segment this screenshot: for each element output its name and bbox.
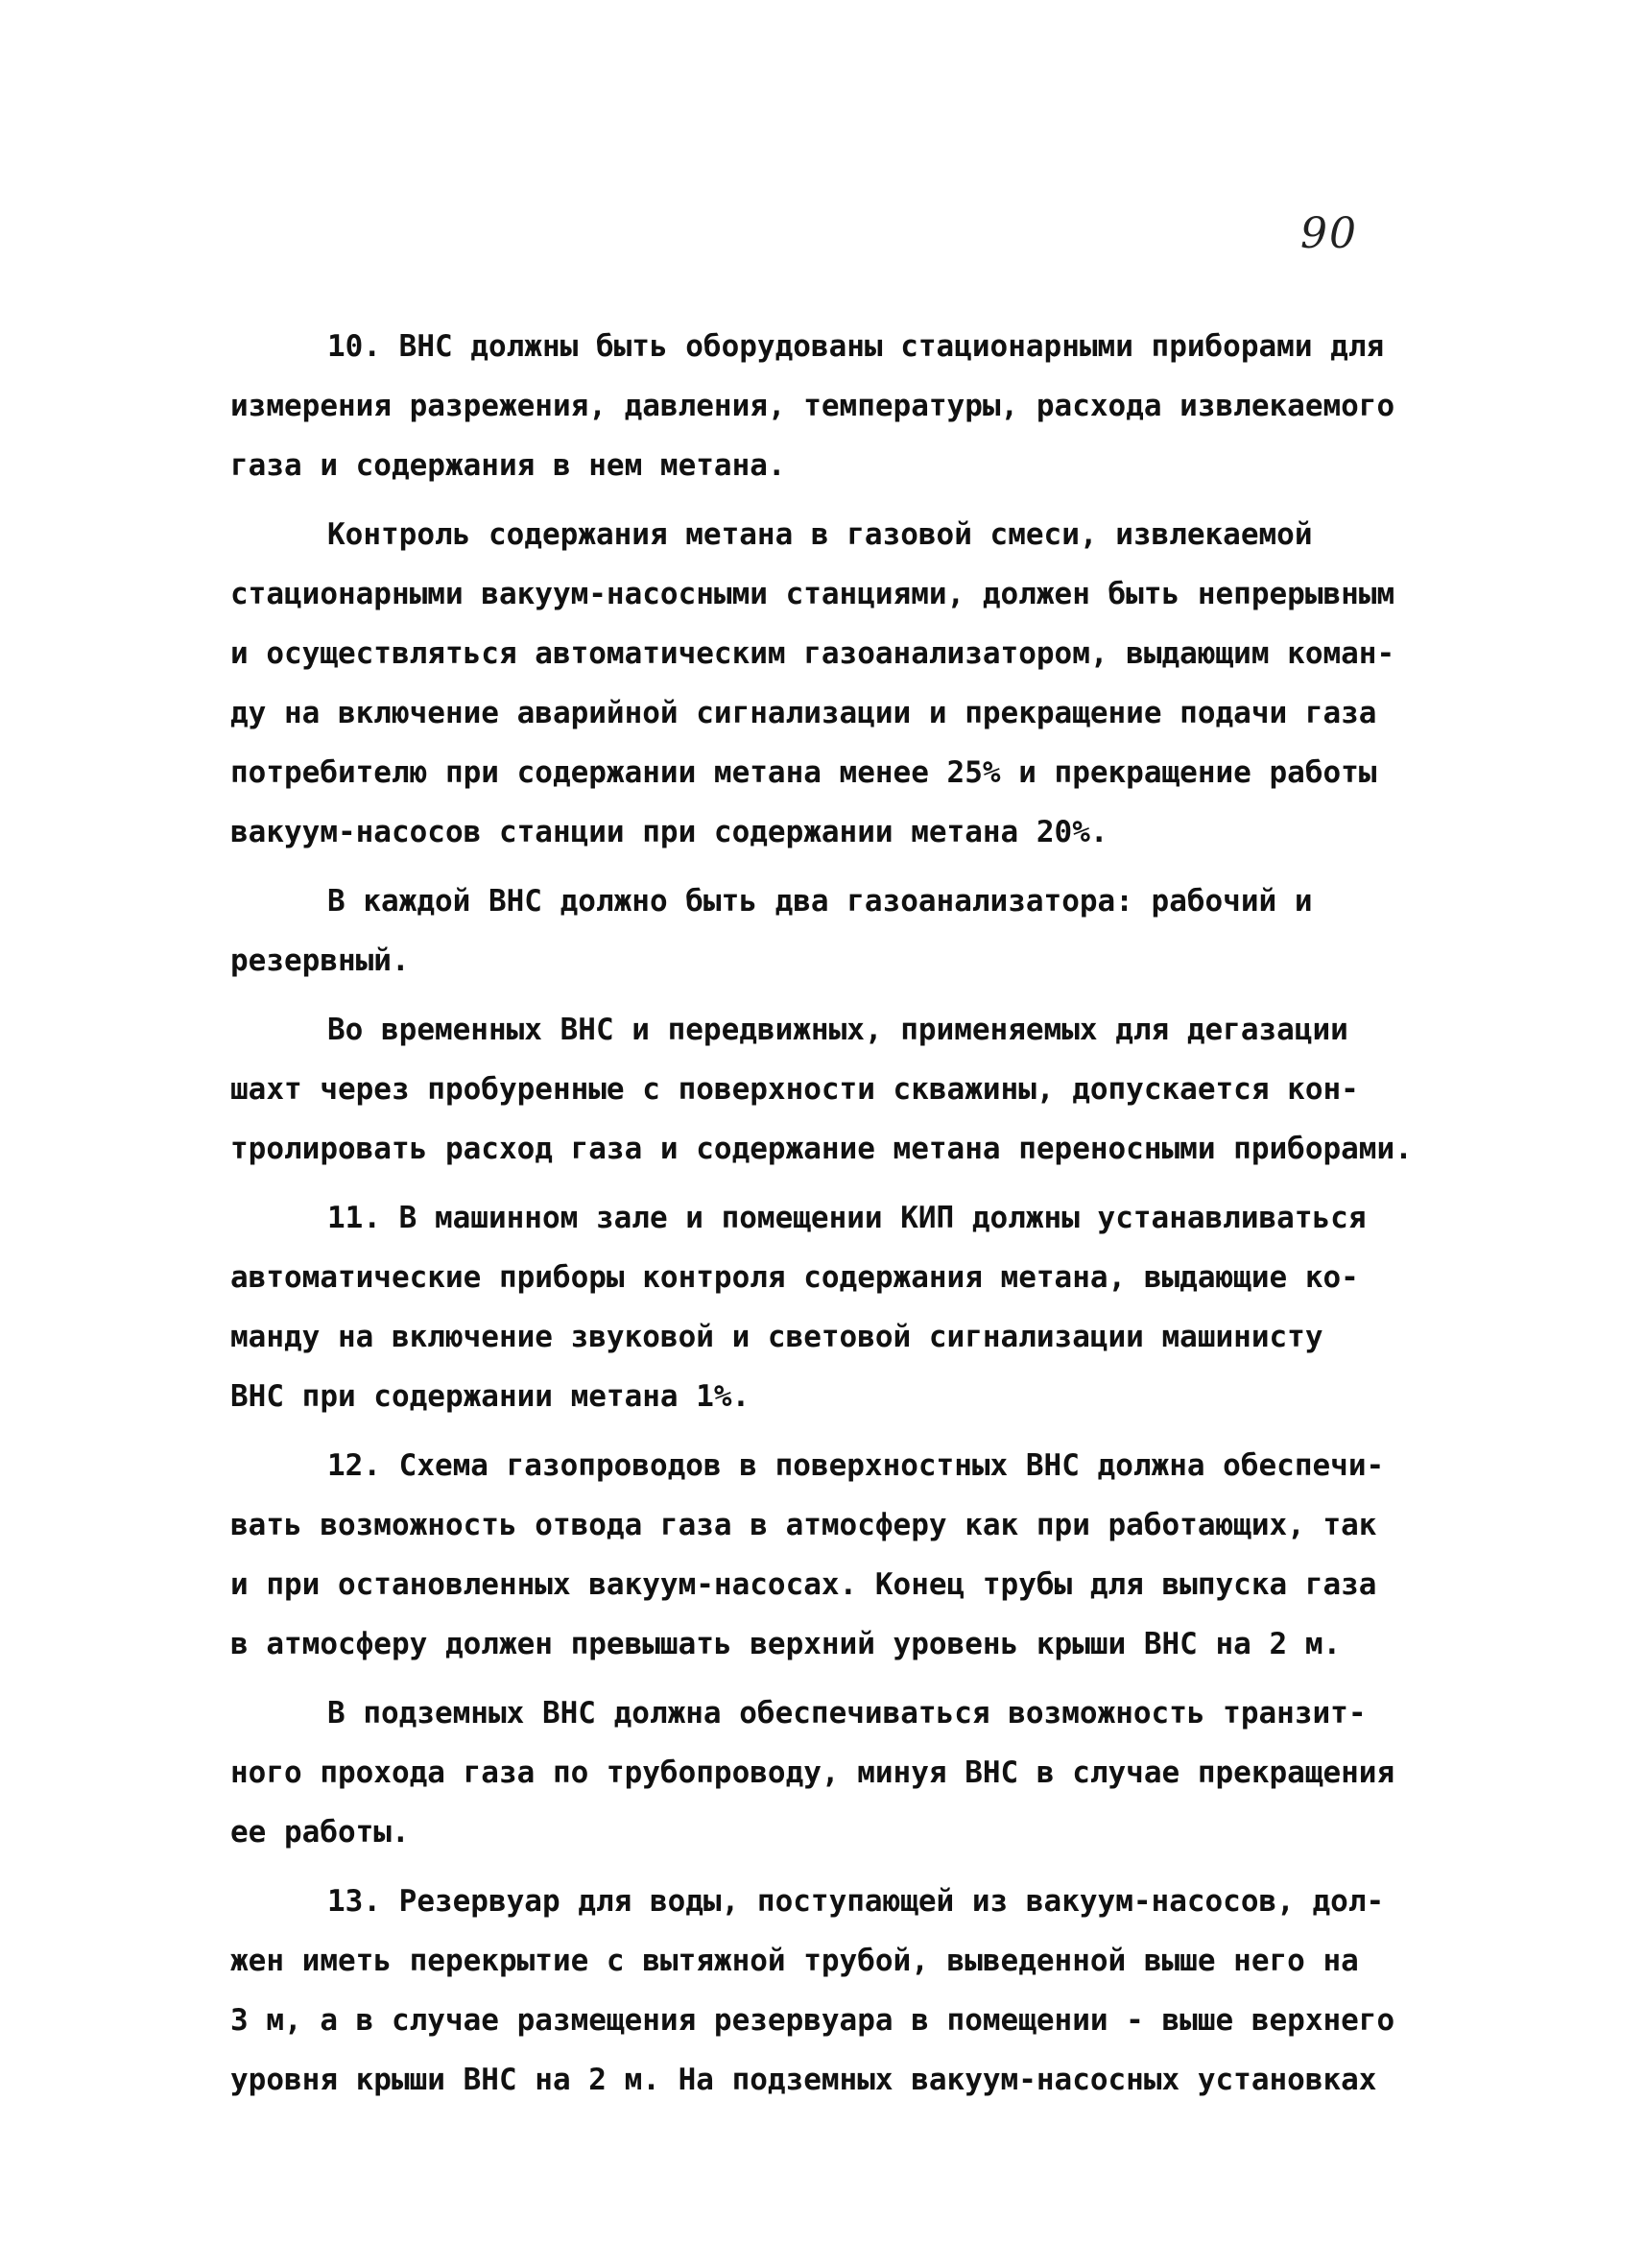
text-line: 10. ВНС должны быть оборудованы стационарными приборами для: [327, 329, 1385, 364]
text-line: 3 м, а в случае размещения резервуара в помещении - выше верхнего: [230, 2003, 1395, 2038]
text-line: и осуществляться автоматическим газоанализатором, выдающим коман-: [230, 636, 1395, 671]
text-line: стационарными вакуум-насосными станциями, должен быть непрерывным: [230, 577, 1395, 611]
page-number: 90: [1300, 209, 1358, 258]
text-line: в атмосферу должен превышать верхний уровень крыши ВНС на 2 м.: [230, 1627, 1342, 1661]
paragraph: [230, 1436, 1478, 1674]
text-line: уровня крыши ВНС на 2 м. На подземных вакуум-насосных установках: [230, 2063, 1377, 2097]
text-line: 12. Схема газопроводов в поверхностных ВНС должна обеспечи-: [327, 1448, 1385, 1483]
text-line: ного прохода газа по трубопроводу, минуя ВНС в случае прекращения: [230, 1755, 1395, 1790]
paragraph: [230, 1000, 1478, 1179]
text-line: В каждой ВНС должно быть два газоанализатора: рабочий и: [327, 884, 1313, 919]
paragraph: [230, 317, 1478, 495]
text-line: измерения разрежения, давления, температуры, расхода извлекаемого: [230, 389, 1395, 423]
text-line: шахт через пробуренные с поверхности скважины, допускается кон-: [230, 1072, 1359, 1107]
text-line: В подземных ВНС должна обеспечиваться возможность транзит-: [327, 1696, 1367, 1731]
text-line: резервный.: [230, 943, 410, 978]
text-line: ее работы.: [230, 1815, 410, 1850]
paragraph: [230, 505, 1478, 862]
paragraph: [230, 1188, 1478, 1426]
text-line: тролировать расход газа и содержание метана переносными приборами.: [230, 1132, 1413, 1166]
text-line: 11. В машинном зале и помещении КИП должны устанавливаться: [327, 1201, 1367, 1235]
text-line: ВНС при содержании метана 1%.: [230, 1379, 751, 1414]
text-line: автоматические приборы контроля содержания метана, выдающие ко-: [230, 1260, 1359, 1295]
text-line: потребителю при содержании метана менее 25% и прекращение работы: [230, 755, 1377, 790]
text-line: газа и содержания в нем метана.: [230, 448, 786, 483]
text-line: вать возможность отвода газа в атмосферу как при работающих, так: [230, 1508, 1377, 1542]
text-line: и при остановленных вакуум-насосах. Конец трубы для выпуска газа: [230, 1567, 1377, 1602]
text-line: вакуум-насосов станции при содержании метана 20%.: [230, 815, 1108, 849]
text-line: ду на включение аварийной сигнализации и прекращение подачи газа: [230, 696, 1377, 730]
text-line: манду на включение звуковой и световой сигнализации машинисту: [230, 1320, 1323, 1354]
paragraph: [230, 1683, 1478, 1862]
paragraph: [230, 1872, 1478, 2110]
text-line: Контроль содержания метана в газовой смеси, извлекаемой: [327, 517, 1313, 552]
text-line: 13. Резервуар для воды, поступающей из вакуум-насосов, дол-: [327, 1884, 1385, 1919]
document-body: [230, 317, 1478, 2110]
text-line: жен иметь перекрытие с вытяжной трубой, выведенной выше него на: [230, 1944, 1359, 1978]
text-line: Во временных ВНС и передвижных, применяемых для дегазации: [327, 1013, 1348, 1047]
paragraph: [230, 871, 1478, 991]
